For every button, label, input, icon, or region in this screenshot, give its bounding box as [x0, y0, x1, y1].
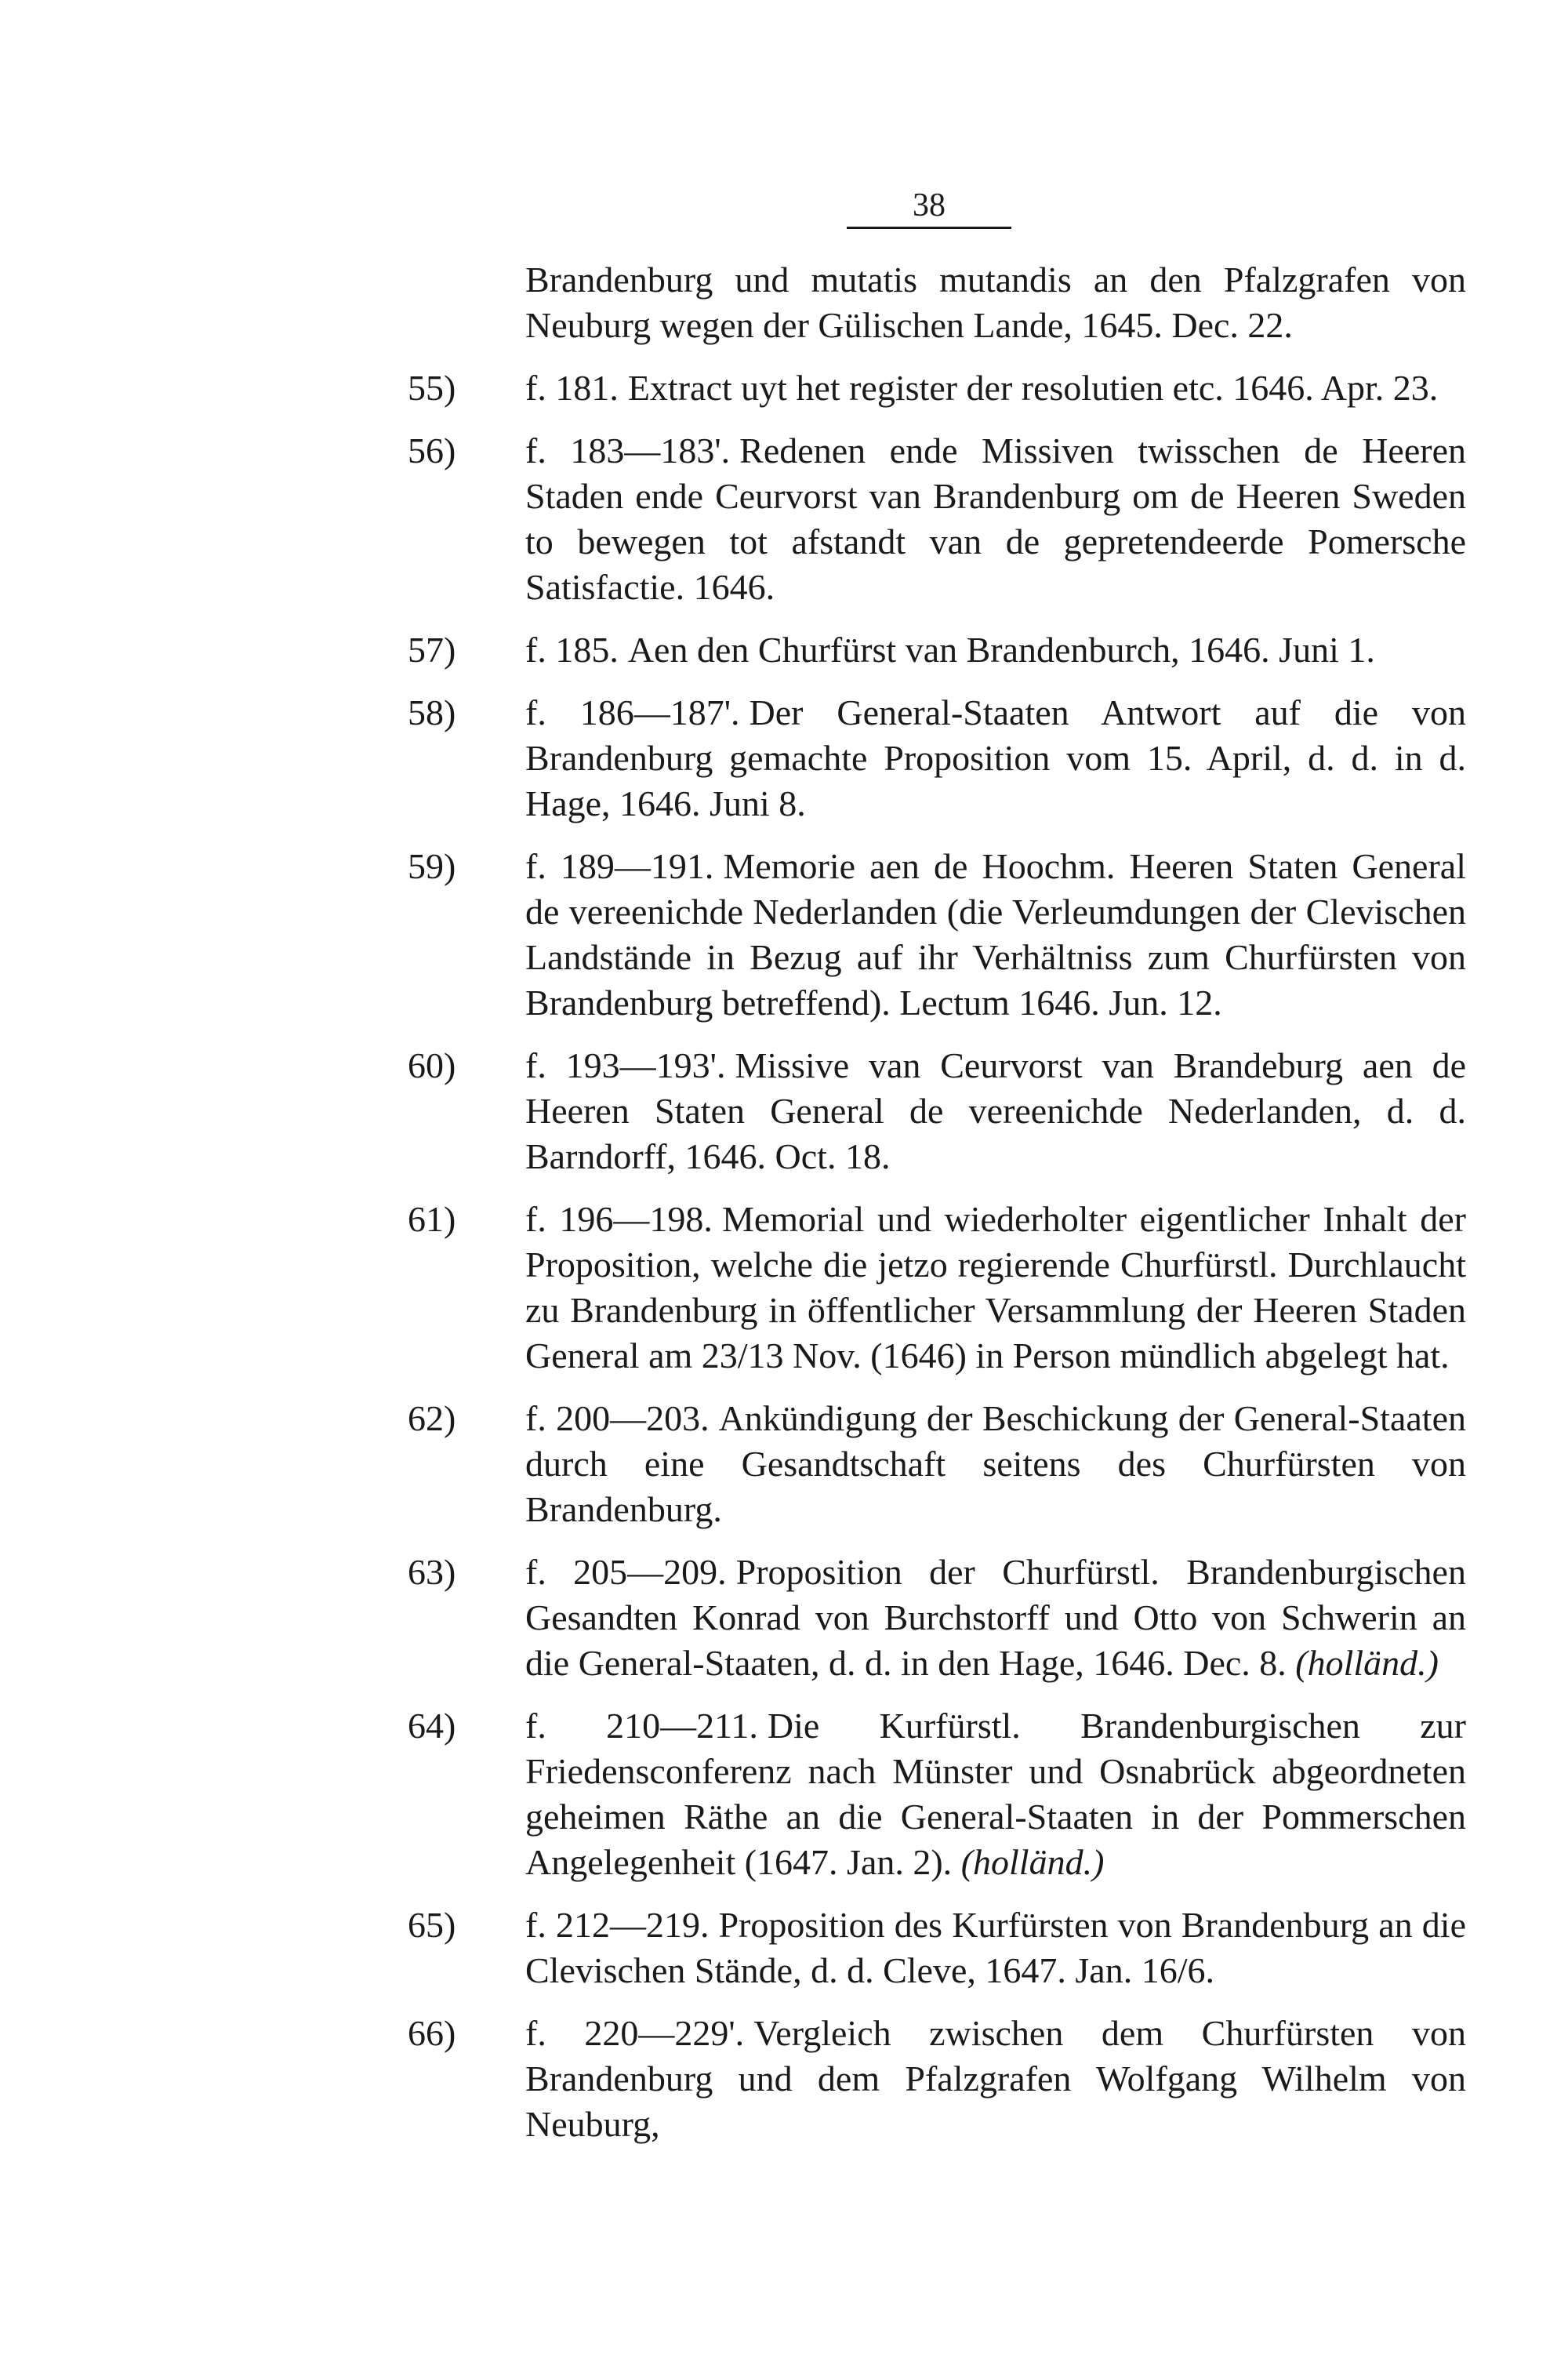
entry-list	[408, 257, 1466, 2164]
entry-text: f. 205—209. Proposition der Churfürstl. Brandenburgischen Gesandten Konrad von Burchstorff und Otto von Schwerin an die General-Staaten, d. d. in den Hage, 1646. Dec. 8. (holländ.)	[525, 1552, 1466, 1683]
entry-number: 55)	[408, 368, 456, 408]
list-item	[408, 1902, 1466, 1993]
entry-number: 62)	[408, 1398, 456, 1438]
entry-folio: f. 200—203.	[525, 1398, 710, 1438]
entry-number: 63)	[408, 1552, 456, 1592]
entry-text: f. 212—219. Proposition des Kurfürsten von Brandenburg an die Clevischen Stände, d. d. Cleve, 1647. Jan. 16/6.	[525, 1905, 1466, 1990]
list-item	[408, 1197, 1466, 1379]
entry-number: 61)	[408, 1199, 456, 1239]
list-item	[408, 257, 1466, 348]
list-item	[408, 690, 1466, 827]
entry-folio: f. 210—211.	[525, 1706, 758, 1746]
entry-text: f. 200—203. Ankündigung der Beschickung der General-Staaten durch eine Gesandtschaft seitens des Churfürsten von Brandenburg.	[525, 1398, 1466, 1529]
entry-folio: f. 220—229'.	[525, 2013, 745, 2053]
list-item	[408, 365, 1466, 411]
entry-number: 65)	[408, 1905, 456, 1945]
entry-folio: f. 193—193'.	[525, 1045, 726, 1085]
list-item	[408, 2011, 1466, 2147]
entry-text: f. 181. Extract uyt het register der resolutien etc. 1646. Apr. 23.	[525, 368, 1439, 408]
entry-text: f. 189—191. Memorie aen de Hoochm. Heeren Staten General de vereenichde Nederlanden (die Verleumdungen der Clevischen Landstände in Bezug auf ihr Verhältniss zum Churfürsten von Brandenburg betreffend). Lectum 1646. Jun. 12.	[525, 846, 1466, 1023]
entry-folio: f. 181.	[525, 368, 619, 408]
entry-number: 56)	[408, 431, 456, 471]
entry-folio: f. 183—183'.	[525, 431, 731, 471]
entry-folio: f. 186—187'.	[525, 692, 740, 732]
list-item	[408, 1703, 1466, 1885]
entry-number: 59)	[408, 846, 456, 886]
entry-folio: f. 205—209.	[525, 1552, 727, 1592]
entry-folio: f. 196—198.	[525, 1199, 713, 1239]
entry-number: 66)	[408, 2013, 456, 2053]
page-number-rule	[847, 227, 1011, 229]
entry-language-note: (holländ.)	[960, 1842, 1105, 1882]
entry-number: 57)	[408, 630, 456, 670]
list-item	[408, 1043, 1466, 1179]
list-item	[408, 844, 1466, 1026]
entry-folio: f. 189—191.	[525, 846, 714, 886]
entry-text: f. 185. Aen den Churfürst van Brandenburch, 1646. Juni 1.	[525, 630, 1375, 670]
entry-text: f. 210—211. Die Kurfürstl. Brandenburgischen zur Friedensconferenz nach Münster und Osnabrück abgeordneten geheimen Räthe an die General-Staaten in der Pommerschen Angelegenheit (1647. Jan. 2). (holländ.)	[525, 1706, 1466, 1882]
entry-language-note: (holländ.)	[1295, 1643, 1439, 1683]
entry-text: Brandenburg und mutatis mutandis an den Pfalzgrafen von Neuburg wegen der Gülischen Lande, 1645. Dec. 22.	[525, 260, 1466, 345]
entry-text: f. 193—193'. Missive van Ceurvorst van Brandeburg aen de Heeren Staten General de vereenichde Nederlanden, d. d. Barndorff, 1646. Oct. 18.	[525, 1045, 1466, 1176]
list-item	[408, 627, 1466, 673]
list-item	[408, 428, 1466, 610]
list-item	[408, 1550, 1466, 1686]
entry-text: f. 196—198. Memorial und wiederholter eigentlicher Inhalt der Proposition, welche die jetzo regierende Churfürstl. Durchlaucht zu Brandenburg in öffentlicher Versammlung der Heeren Staden General am 23/13 Nov. (1646) in Person mündlich abgelegt hat.	[525, 1199, 1466, 1375]
entry-number: 60)	[408, 1045, 456, 1085]
list-item	[408, 1396, 1466, 1532]
entry-folio: f. 185.	[525, 630, 619, 670]
entry-folio: f. 212—219.	[525, 1905, 710, 1945]
page-number: 38	[913, 187, 946, 223]
entry-number: 64)	[408, 1706, 456, 1746]
entry-number: 58)	[408, 692, 456, 732]
entry-text: f. 220—229'. Vergleich zwischen dem Churfürsten von Brandenburg und dem Pfalzgrafen Wolfgang Wilhelm von Neuburg,	[525, 2013, 1466, 2144]
entry-text: f. 183—183'. Redenen ende Missiven twisschen de Heeren Staden ende Ceurvorst van Brandenburg om de Heeren Sweden to bewegen tot afstandt van de gepretendeerde Pomersche Satisfactie. 1646.	[525, 431, 1467, 607]
entry-text: f. 186—187'. Der General-Staaten Antwort auf die von Brandenburg gemachte Proposition vom 15. April, d. d. in d. Hage, 1646. Juni 8.	[525, 692, 1466, 823]
